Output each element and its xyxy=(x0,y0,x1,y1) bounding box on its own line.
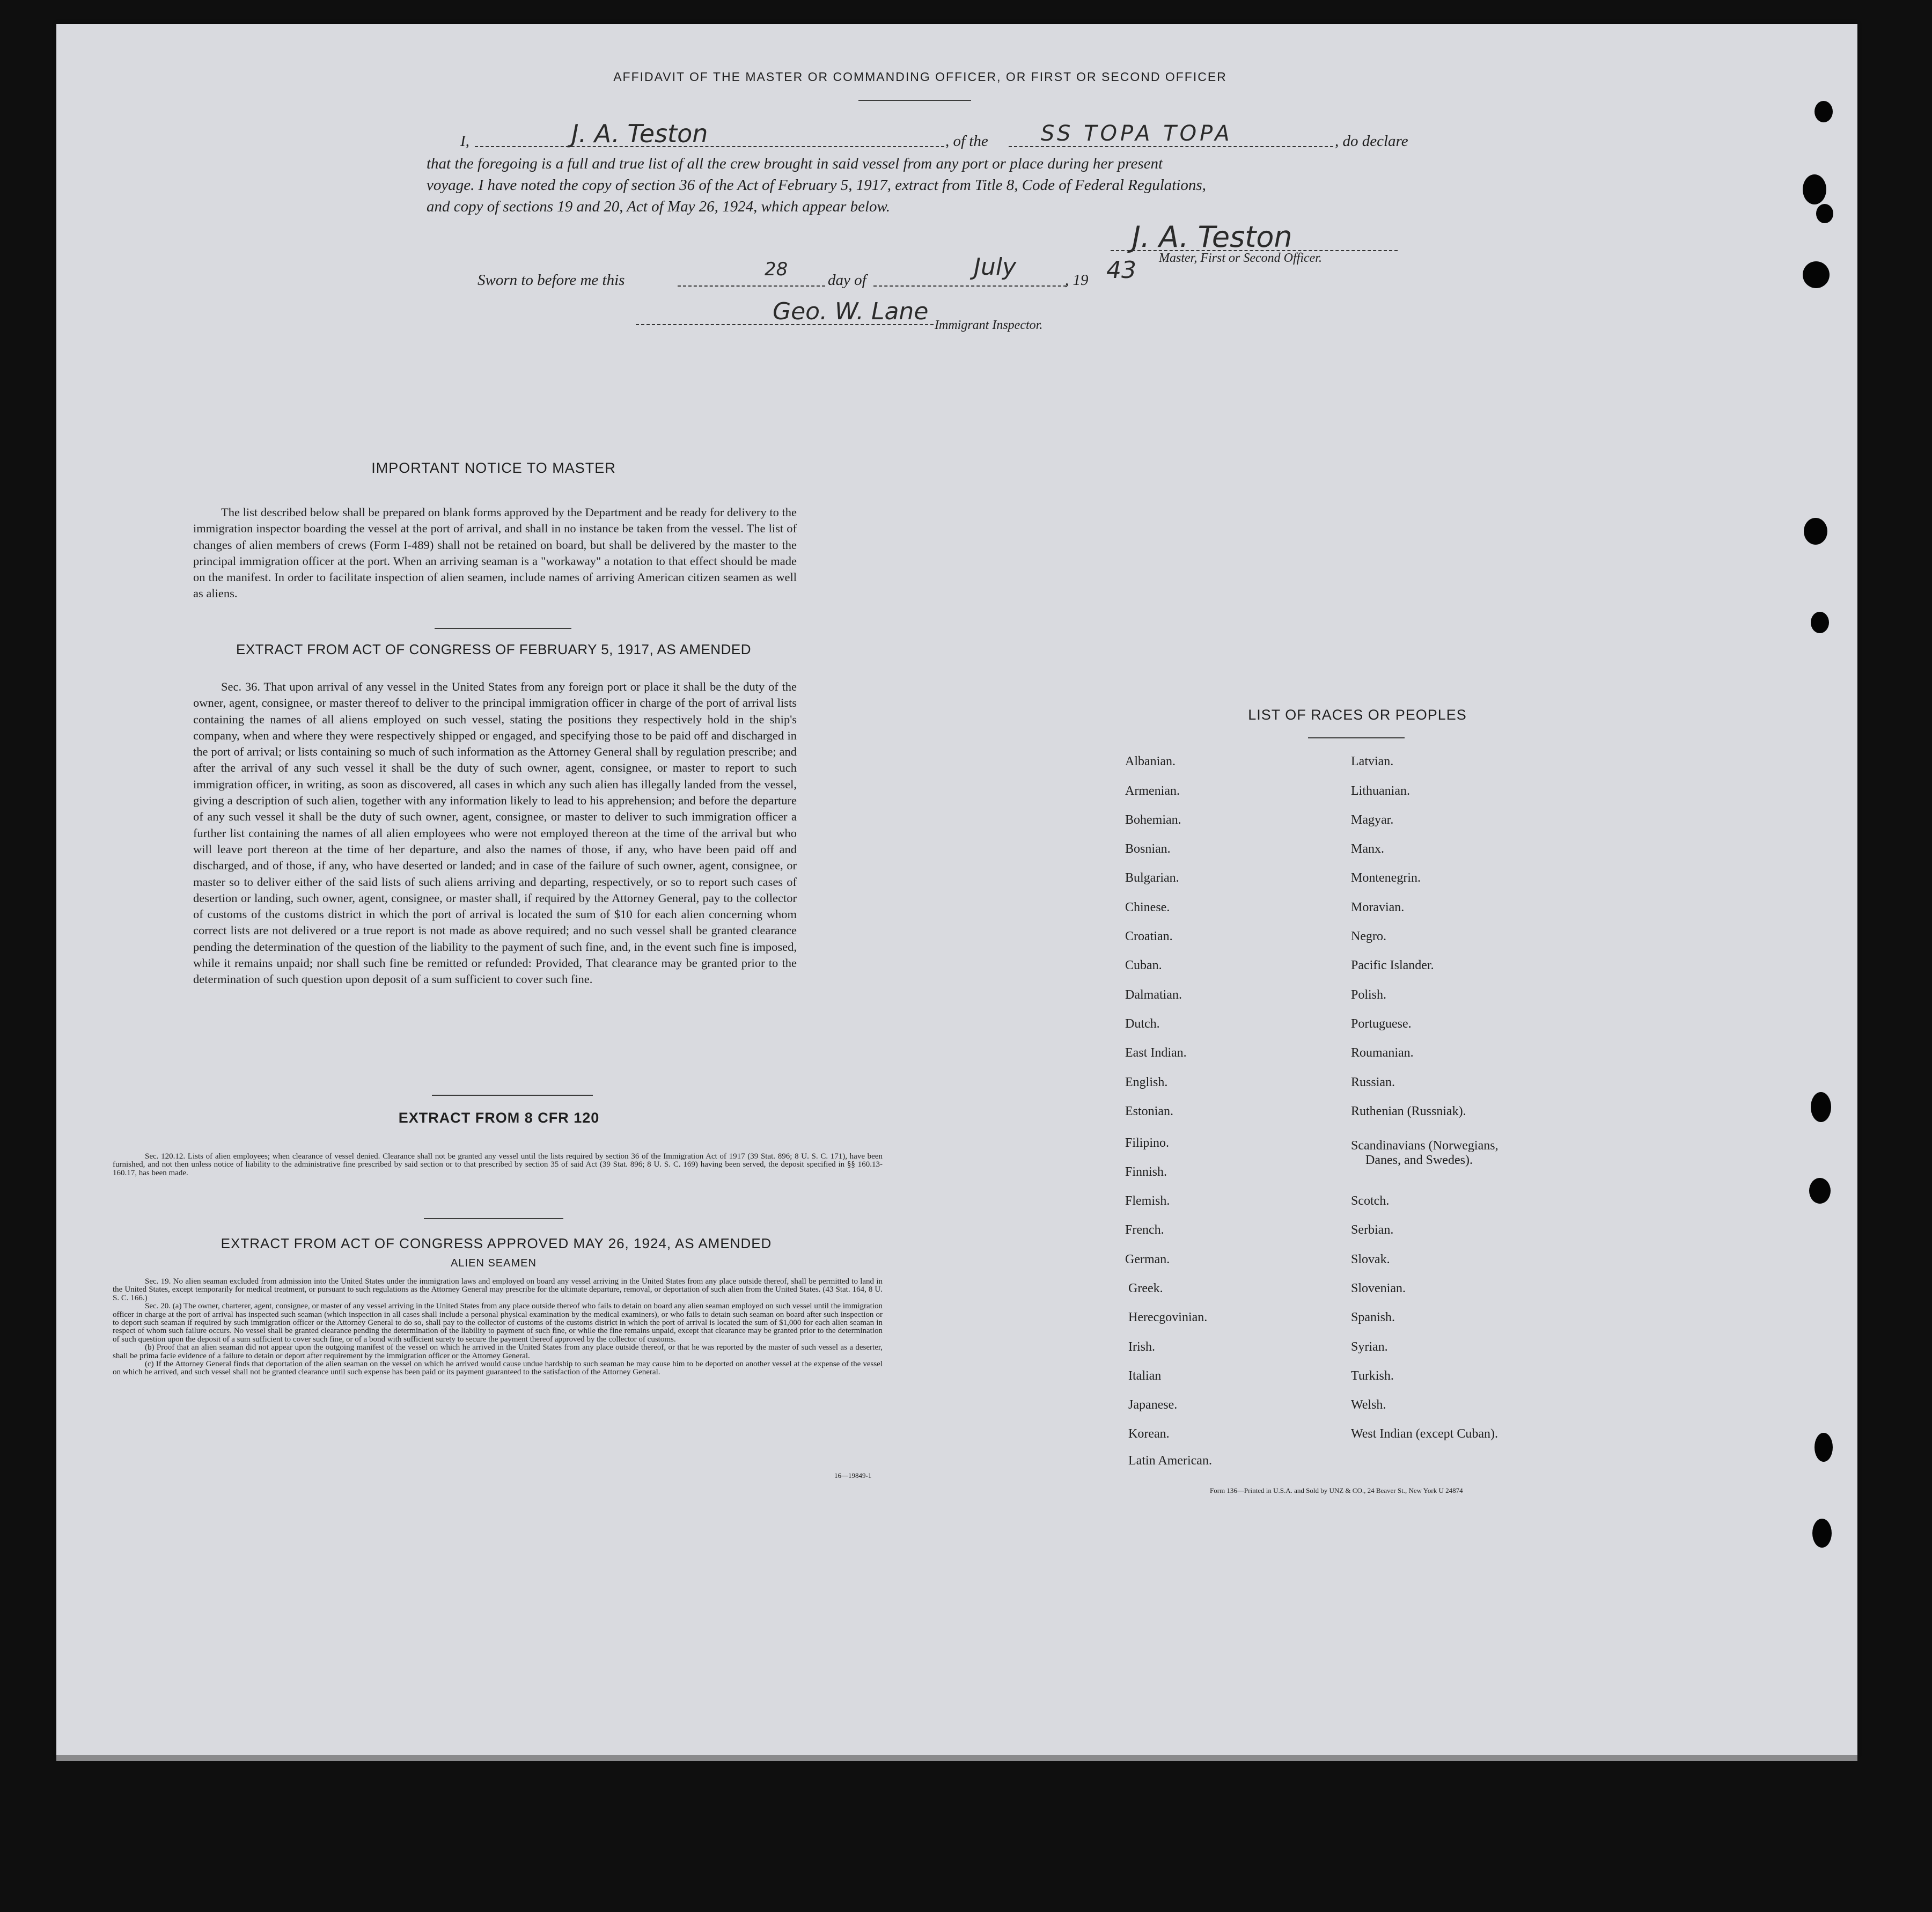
race-item: Syrian. xyxy=(1351,1340,1388,1354)
title-divider xyxy=(858,100,971,101)
race-item: Albanian. xyxy=(1125,754,1176,768)
extract-1924-sec20c: (c) If the Attorney General finds that deportation of the alien seaman on the vessel on which he arrived would cause undue hardship to such seaman he may cause him to be deported on another vessel at the expense of the vessel on which he arrived, and such vessel shall not be granted clearance until such expense has been paid or its payment guaranteed to the satisfaction of the Attorney General. xyxy=(113,1360,883,1377)
do-declare-label: , do declare xyxy=(1335,133,1408,150)
day-blank xyxy=(678,285,825,287)
race-item: Irish. xyxy=(1128,1340,1155,1354)
affidavit-line-4: and copy of sections 19 and 20, Act of May 26, 1924, which appear below. xyxy=(427,198,890,215)
punch-hole xyxy=(1816,204,1833,223)
race-item: Japanese. xyxy=(1128,1398,1178,1412)
race-item: French. xyxy=(1125,1223,1164,1237)
sheet-edge xyxy=(56,1755,1857,1761)
race-item: Welsh. xyxy=(1351,1398,1386,1412)
race-item: Manx. xyxy=(1351,842,1384,856)
divider xyxy=(435,628,571,629)
race-item: Latin American. xyxy=(1128,1454,1212,1468)
cfr-text: Sec. 120.12. Lists of alien employees; when clearance of vessel denied. Clearance shall not be granted any vessel until the lists required by section 36 of the Immigration Act of 1917 (39 Stat. 896; 8 U. S. C. 171), have been furnished, and not then unless notice of liability to the administrative fine prescribed by said section or to that prescribed by section 35 of said Act (39 Stat. 896; 8 U. S. C. 169) having been served, the deposit specified in §§ 160.13-160.17, has been made. xyxy=(113,1152,883,1177)
race-item: Filipino. xyxy=(1125,1136,1170,1150)
race-item: Bosnian. xyxy=(1125,842,1171,856)
inspector-label: Immigrant Inspector. xyxy=(935,318,1043,332)
punch-hole xyxy=(1809,1178,1831,1204)
race-item: Armenian. xyxy=(1125,784,1180,798)
sworn-label: Sworn to before me this xyxy=(478,272,625,289)
race-item: Cuban. xyxy=(1125,958,1162,972)
divider xyxy=(432,1095,593,1096)
punch-hole xyxy=(1811,1092,1831,1122)
extract-1917-title: EXTRACT FROM ACT OF CONGRESS OF FEBRUARY 5, 1917, AS AMENDED xyxy=(236,641,751,657)
race-item: Croatian. xyxy=(1125,929,1173,943)
race-item: Magyar. xyxy=(1351,813,1394,827)
master-name-handwritten: J. A. Teston xyxy=(571,119,708,148)
master-label: Master, First or Second Officer. xyxy=(1159,251,1322,265)
affidavit-line-3: voyage. I have noted the copy of section 36 of the Act of February 5, 1917, extract from Title 8, Code of Federal Regulations, xyxy=(427,177,1206,194)
punch-hole xyxy=(1804,518,1827,545)
extract-1917-text: Sec. 36. That upon arrival of any vessel in the United States from any foreign port or place it shall be the duty of the owner, agent, consignee, or master thereof to deliver to the principal immigration officer in charge of the port of arrival lists containing the names of all aliens employed on such vessel, stating the positions they respectively hold in the ship's company, when and where they were respectively shipped or engaged, and specifying those to be paid off and discharged in the port of arrival; or lists containing so much of such information as the Attorney General shall by regulation prescribe; and after the arrival of any such vessel it shall be the duty of such owner, agent, consignee, or master to report to such immigration officer, in writing, as soon as discovered, all cases in which any such alien has illegally landed from the vessel, giving a description of such alien, together with any information likely to lead to his apprehension; and before the departure of any such vessel it shall be the duty of such owner, agent, consignee, or master to deliver to such immigration officer a further list containing the names of all alien employees who were not employed thereon at the time of the arrival but who will leave port thereon at the time of her departure, and also the names of those, if any, who have been paid off and discharged, and of those, if any, who have deserted or landed; and in case of the failure of such owner, agent, consignee, or master so to deliver either of the said lists of such aliens arriving and departing, respectively, or so to report such cases of desertion or landing, such owner, agent, consignee, or master shall, if required by the Attorney General, pay to the collector of customs of the customs district in which the port of arrival is located the sum of $10 for each alien concerning whom correct lists are not delivered or a true report is not made as above required; and no such vessel shall be granted clearance pending the determination of the question of the liability to the payment of such fine, and, in the event such fine is imposed, while it remains unpaid; nor shall such fine be remitted or refunded: Provided, That clearance may be granted prior to the determination of such question upon deposit of a sum sufficient to cover such fine. xyxy=(193,680,797,986)
notice-body xyxy=(193,504,797,602)
affidavit-title: AFFIDAVIT OF THE MASTER OR COMMANDING OFFICER, OR FIRST OR SECOND OFFICER xyxy=(613,70,1227,84)
affidavit-line-2: that the foregoing is a full and true list of all the crew brought in said vessel from any port or place during her present xyxy=(427,155,1163,172)
punch-hole xyxy=(1811,612,1829,633)
race-item: Serbian. xyxy=(1351,1223,1394,1237)
race-item: Flemish. xyxy=(1125,1194,1170,1208)
race-item: Spanish. xyxy=(1351,1310,1395,1324)
race-item: Slovenian. xyxy=(1351,1281,1406,1295)
race-item: Greek. xyxy=(1128,1281,1163,1295)
extract-1917-body xyxy=(193,679,797,988)
race-item: West Indian (except Cuban). xyxy=(1351,1427,1498,1441)
race-item: Korean. xyxy=(1128,1427,1170,1441)
race-item: Dalmatian. xyxy=(1125,988,1182,1002)
punch-hole xyxy=(1815,1433,1833,1462)
notice-text: The list described below shall be prepared on blank forms approved by the Department and be ready for delivery to the immigration inspector boarding the vessel at the port of arrival, and shall in no instance be taken from the vessel. The list of changes of alien members of crews (Form I-489) shall not be retained on board, but shall be delivered by the master to the principal immigration officer at the port. When an arriving seaman is a "workaway" a notation to that effect should be made on the manifest. In order to facilitate inspection of alien seamen, include names of arriving American citizen seamen as well as aliens. xyxy=(193,506,797,600)
notice-title: IMPORTANT NOTICE TO MASTER xyxy=(371,460,616,476)
race-item: English. xyxy=(1125,1075,1168,1089)
form-number: 16—19849-1 xyxy=(834,1471,872,1479)
cfr-title: EXTRACT FROM 8 CFR 120 xyxy=(398,1110,600,1126)
race-item: Polish. xyxy=(1351,988,1387,1002)
race-item: Bulgarian. xyxy=(1125,871,1179,885)
affidavit-prefix: I, xyxy=(460,133,469,150)
inspector-signature: Geo. W. Lane xyxy=(773,298,929,325)
race-item: Scotch. xyxy=(1351,1194,1390,1208)
month-handwritten: July xyxy=(974,253,1017,281)
cfr-body xyxy=(113,1153,883,1177)
master-signature: J. A. Teston xyxy=(1132,220,1292,254)
race-item: Montenegrin. xyxy=(1351,871,1421,885)
extract-1924-sec20a: Sec. 20. (a) The owner, charterer, agent, consignee, or master of any vessel arriving in the United States from any place outside thereof who fails to detain on board any alien seaman employed on such vessel until the immigration officer in charge at the port of arrival has inspected such seaman (which inspection in all cases shall include a personal physical examination by the medical examiners), or who fails to detain such seaman on board after such inspection or to deport such seaman if required by such immigration officer or the Attorney General to do so, shall pay to the collector of customs of the customs district in which the port of arrival is located the sum of $1,000 for each alien seaman in respect of whom such failure occurs. No vessel shall be granted clearance pending the determination of the liability to payment of such fine, or while the fine remains unpaid, except that clearance may be granted prior to the determination of such question upon the deposit of a sum sufficient to cover such fine, or of a bond with sufficient surety to secure the payment thereof approved by the collector of customs. xyxy=(113,1302,883,1344)
month-blank xyxy=(873,285,1067,287)
extract-1924-sec19: Sec. 19. No alien seaman excluded from admission into the United States under the immigration laws and employed on board any vessel arriving in the United States from any place outside thereof, shall be permitted to land in the United States, except temporarily for medical treatment, or pursuant to such regulations as the Attorney General may prescribe for the ultimate departure, removal, or deportation of such alien from the United States. (43 Stat. 164, 8 U. S. C. 166.) xyxy=(113,1277,883,1302)
day-of-label: day of xyxy=(828,272,866,289)
punch-hole xyxy=(1803,261,1830,288)
race-item: Pacific Islander. xyxy=(1351,958,1434,972)
race-item: Chinese. xyxy=(1125,900,1170,914)
race-item: Finnish. xyxy=(1125,1165,1167,1179)
race-item: Danes, and Swedes). xyxy=(1365,1153,1473,1167)
vessel-name-handwritten: SS TOPA TOPA xyxy=(1041,121,1233,146)
race-item: Russian. xyxy=(1351,1075,1395,1089)
races-title: LIST OF RACES OR PEOPLES xyxy=(1248,707,1467,723)
race-item: Moravian. xyxy=(1351,900,1405,914)
race-item: Slovak. xyxy=(1351,1252,1390,1266)
race-item: Ruthenian (Russniak). xyxy=(1351,1104,1466,1118)
race-item: Negro. xyxy=(1351,929,1386,943)
punch-hole xyxy=(1812,1519,1832,1548)
day-handwritten: 28 xyxy=(765,259,788,280)
extract-1924-sec20b: (b) Proof that an alien seaman did not appear upon the outgoing manifest of the vessel on which he arrived in the United States from any place outside thereof, or that he was reported by the master of such vessel as a deserter, shall be prima facie evidence of a failure to detain or deport after requirement by the immigration officer or the Attorney General. xyxy=(113,1343,883,1360)
race-item: East Indian. xyxy=(1125,1046,1187,1060)
race-item: Herecgovinian. xyxy=(1128,1310,1208,1324)
race-item: Lithuanian. xyxy=(1351,784,1410,798)
punch-hole xyxy=(1815,101,1833,122)
printer-footer: Form 136—Printed in U.S.A. and Sold by UNZ & CO., 24 Beaver St., New York U 24874 xyxy=(1210,1486,1463,1495)
race-item: Scandinavians (Norwegians, xyxy=(1351,1139,1498,1153)
race-item: Dutch. xyxy=(1125,1017,1160,1031)
vessel-blank xyxy=(1009,146,1333,147)
race-item: Turkish. xyxy=(1351,1369,1394,1383)
races-divider xyxy=(1308,737,1405,738)
of-the-label: , of the xyxy=(945,133,988,150)
punch-hole xyxy=(1803,174,1826,204)
name-blank xyxy=(475,146,944,147)
race-item: German. xyxy=(1125,1252,1170,1266)
year-handwritten: 43 xyxy=(1106,257,1136,284)
race-item: Roumanian. xyxy=(1351,1046,1414,1060)
year-prefix: , 19 xyxy=(1065,272,1089,289)
race-item: Italian xyxy=(1128,1369,1162,1383)
race-item: Portuguese. xyxy=(1351,1017,1412,1031)
extract-1924-title: EXTRACT FROM ACT OF CONGRESS APPROVED MAY 26, 1924, AS AMENDED xyxy=(221,1235,772,1251)
race-item: Bohemian. xyxy=(1125,813,1181,827)
race-item: Latvian. xyxy=(1351,754,1394,768)
alien-seamen-subtitle: ALIEN SEAMEN xyxy=(451,1257,537,1269)
race-item: Estonian. xyxy=(1125,1104,1173,1118)
extract-1924-body xyxy=(113,1278,883,1377)
divider xyxy=(424,1218,563,1219)
